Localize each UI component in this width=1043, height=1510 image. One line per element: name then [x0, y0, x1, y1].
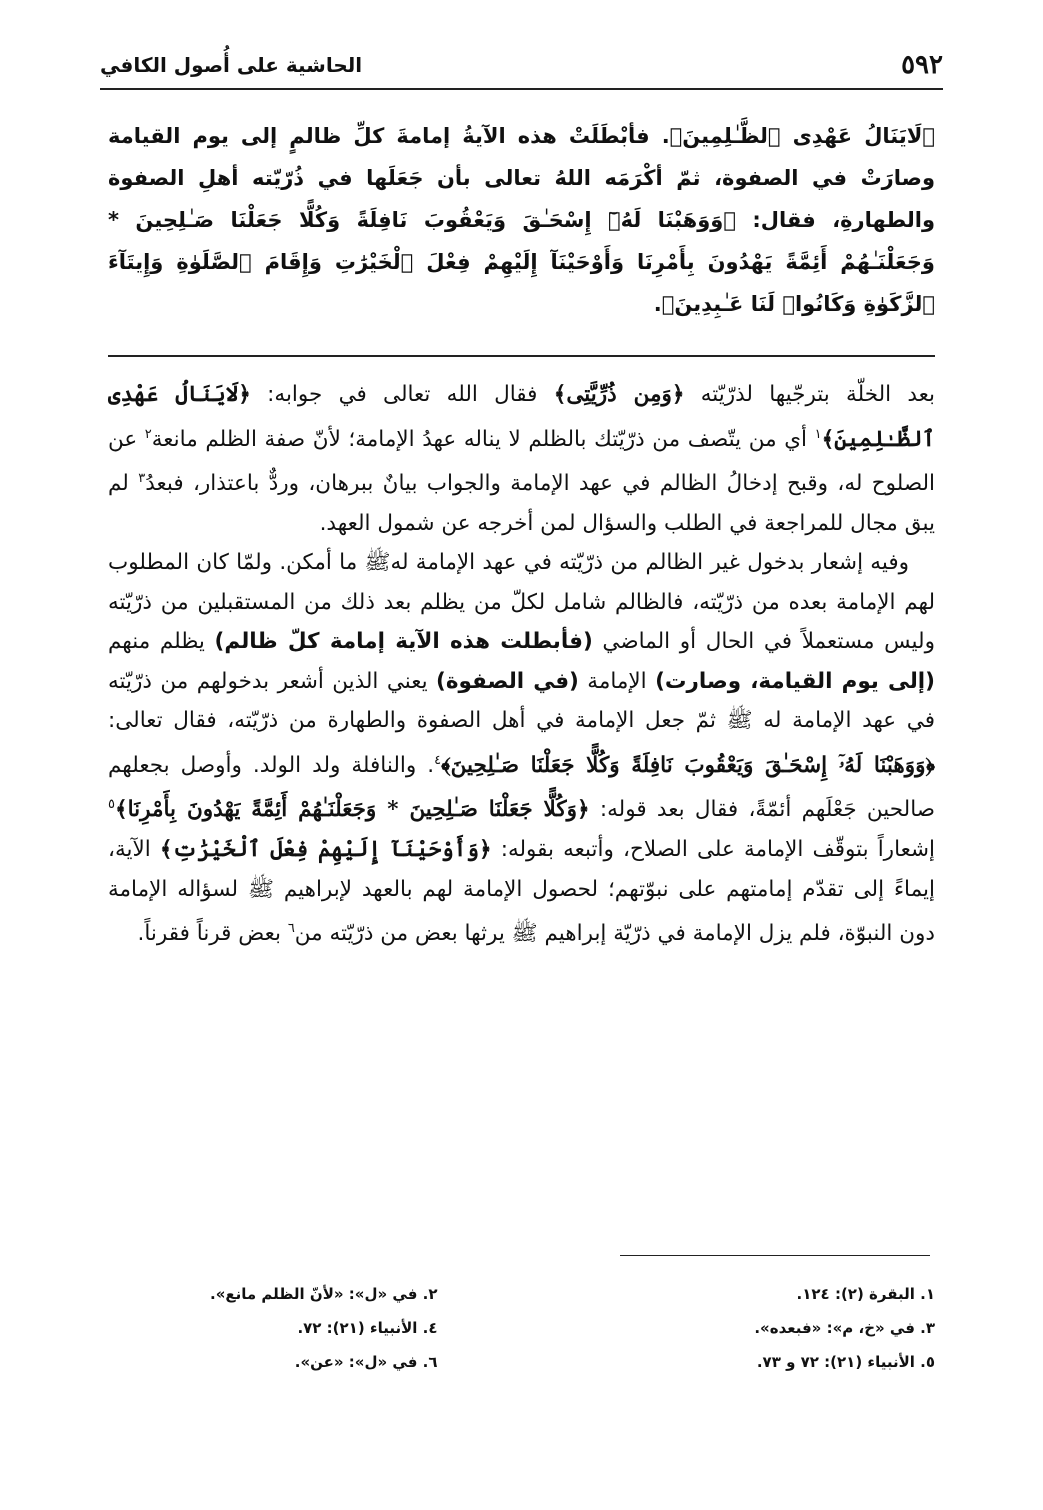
footnote-ref: ٦ — [287, 921, 295, 937]
section-divider — [108, 355, 935, 357]
footnote-text: . في «ل»: «عن». — [294, 1353, 429, 1371]
main-paragraph: ﴿لَايَنَالُ عَهْدِى ٱلظَّـٰلِمِينَ﴾. فأبْطَلَتْ هذه الآيةُ إمامةَ كلِّ ظالمٍ إلى يوم القيامة وصارَتْ في الصفوة، ثمّ أكْرَمَه اللهُ تعالى بأن جَعَلَها في ذُرّيّته أهلِ الصفوة والطهارةِ، فقال: ﴿وَوَهَبْنَا لَهُۥٓ إِسْحَـٰقَ وَيَعْقُوبَ نَافِلَةً وَكُلًّا جَعَلْنَا صَـٰلِحِينَ * وَجَعَلْنَـٰهُمْ أَئِمَّةً يَهْدُونَ بِأَمْرِنَا وَأَوْحَيْنَآ إِلَيْهِمْ فِعْلَ ٱلْخَيْرَٰتِ وَإِقَامَ ٱلصَّلَوٰةِ وَإِيتَآءَ ٱلزَّكَوٰةِ وَكَانُوا۟ لَنَا عَـٰبِدِينَ﴾. — [108, 124, 935, 316]
footnote-2 — [100, 1283, 488, 1305]
honorific: ﷺ — [364, 550, 391, 576]
text-segment: يعني الذين أشعر بدخولهم من ذرّيّته في عهد الإمامة له ﷺ ثمّ جعل الإمامة في أهل الصفوة والطهارة من ذرّيّته، فقال تعالى: — [108, 668, 935, 734]
quran-quote: ﴿وَأَوْحَيْنَآ إِلَيْهِمْ فِعْلَ ٱلْخَيْرَٰتِ﴾ — [159, 837, 492, 863]
lemma-quote: (إلى يوم القيامة، وصارت) — [655, 668, 935, 694]
commentary-paragraph-2 — [108, 543, 935, 953]
footnote-6 — [100, 1351, 488, 1373]
lemma-quote: (فأبطلت هذه الآية إمامة كلّ ظالم) — [214, 629, 593, 655]
text-segment: ما أمكن. ولمّا كان المطلوب لهم الإمامة بعده من ذرّيّته، فالظالم شامل لكلّ من يظلم بعد ذلك من المستقبلين من ذرّيّته وليس مستعملاً في الحال أو الماضي — [108, 550, 935, 655]
footnote-ref: ٢ — [144, 426, 152, 442]
footnote-text: . الأنبياء (٢١): ٧٢. — [297, 1319, 429, 1337]
footnote-number: ٥ — [925, 1353, 935, 1371]
footnote-number: ٢ — [428, 1285, 438, 1303]
footnote-5 — [548, 1351, 936, 1373]
text-segment: عن الصلوح له، وقبح إدخالُ الظالم في عهد الإمامة والجواب بيانٌ ببرهان، وردٌّ باعتذار، فبعدُ — [108, 426, 936, 497]
footnote-ref: ٣ — [138, 471, 146, 487]
footnote-text: . الأنبياء (٢١): ٧٢ و ٧٣. — [756, 1353, 926, 1371]
footnote-text: . في «ل»: «لأنّ الظلم مانع». — [210, 1285, 429, 1303]
footnote-number: ٤ — [428, 1319, 438, 1337]
quran-quote: ﴿لَايَنَالُ عَهْدِى ٱلظَّـٰلِمِينَ﴾ — [108, 382, 935, 452]
footnotes — [100, 1283, 935, 1373]
text-segment: لم يبق مجال للمراجعة في الطلب والسؤال لمن أخرجه عن شمول العهد. — [108, 471, 935, 536]
page-number: ٥٩٢ — [901, 50, 943, 80]
running-title: الحاشية على أُصول الكافي — [100, 53, 363, 77]
footnote-ref: ٤ — [434, 752, 442, 768]
text-segment: أي من يتّصف من ذرّيّتك بالظلم لا يناله عهدُ الإمامة؛ لأنّ صفة الظلم مانعة — [151, 426, 815, 452]
quran-quote: ﴿وَكُلًّا جَعَلْنَا صَـٰلِحِينَ * وَجَعَلْنَـٰهُمْ أَئِمَّةً يَهْدُونَ بِأَمْرِنَا﴾ — [114, 797, 590, 823]
page-header — [100, 42, 943, 90]
commentary-text — [108, 375, 935, 954]
text-segment: فقال الله تعالى في جوابه: — [250, 382, 554, 407]
text-segment: إشعاراً بتوقّف الإمامة على الصلاح، وأتبعه بقوله: — [491, 837, 935, 863]
lemma-quote: (في الصفوة) — [436, 668, 579, 694]
footnote-1 — [548, 1283, 936, 1305]
footnote-ref: ١ — [814, 426, 822, 442]
footnote-number: ٣ — [925, 1319, 935, 1337]
quran-quote: ﴿وَمِن ذُرِّيَّتِى﴾ — [553, 382, 685, 407]
commentary-paragraph-1 — [108, 375, 935, 543]
footnote-number: ١ — [925, 1285, 935, 1303]
footnote-text: . البقرة (٢): ١٢٤. — [796, 1285, 926, 1303]
text-segment: الآية، إيماءً إلى تقدّم إمامتهم على نبوّتهم؛ لحصول الإمامة لهم بالعهد لإبراهيم ﷺ لسؤاله الإمامة دون النبوّة، فلم يزل الإمامة في ذرّيّة إبراهيم ﷺ يرثها بعض من ذرّيّته من — [108, 837, 935, 947]
text-segment: . والنافلة ولد الولد. وأوصل بجعلهم صالحين جَعْلَهم أئمّةً، فقال بعد قوله: — [108, 752, 935, 823]
footnote-divider — [620, 1255, 930, 1256]
footnote-number: ٦ — [428, 1353, 438, 1371]
footnote-4 — [100, 1317, 488, 1339]
footnote-3 — [548, 1317, 936, 1339]
quran-quote: ﴿وَوَهَبْنَا لَهُۥٓ إِسْحَـٰقَ وَيَعْقُوبَ نَافِلَةً وَكُلًّا جَعَلْنَا صَـٰلِحِينَ﴾ — [441, 752, 935, 778]
text-segment: يظلم منهم — [108, 629, 215, 655]
text-segment: الإمامة — [578, 668, 656, 694]
footnote-text: . في «خ، م»: «فبعده». — [754, 1319, 926, 1337]
main-hadith-text — [108, 115, 935, 325]
footnote-ref: ٥ — [108, 797, 115, 813]
text-segment: بعض قرناً فقرناً. — [137, 921, 288, 947]
text-segment: وفيه إشعار بدخول غير الظالم من ذرّيّته في عهد الإمامة له — [390, 550, 909, 576]
text-segment: بعد الخلّة بترجّيها لذرّيّته — [684, 382, 936, 407]
